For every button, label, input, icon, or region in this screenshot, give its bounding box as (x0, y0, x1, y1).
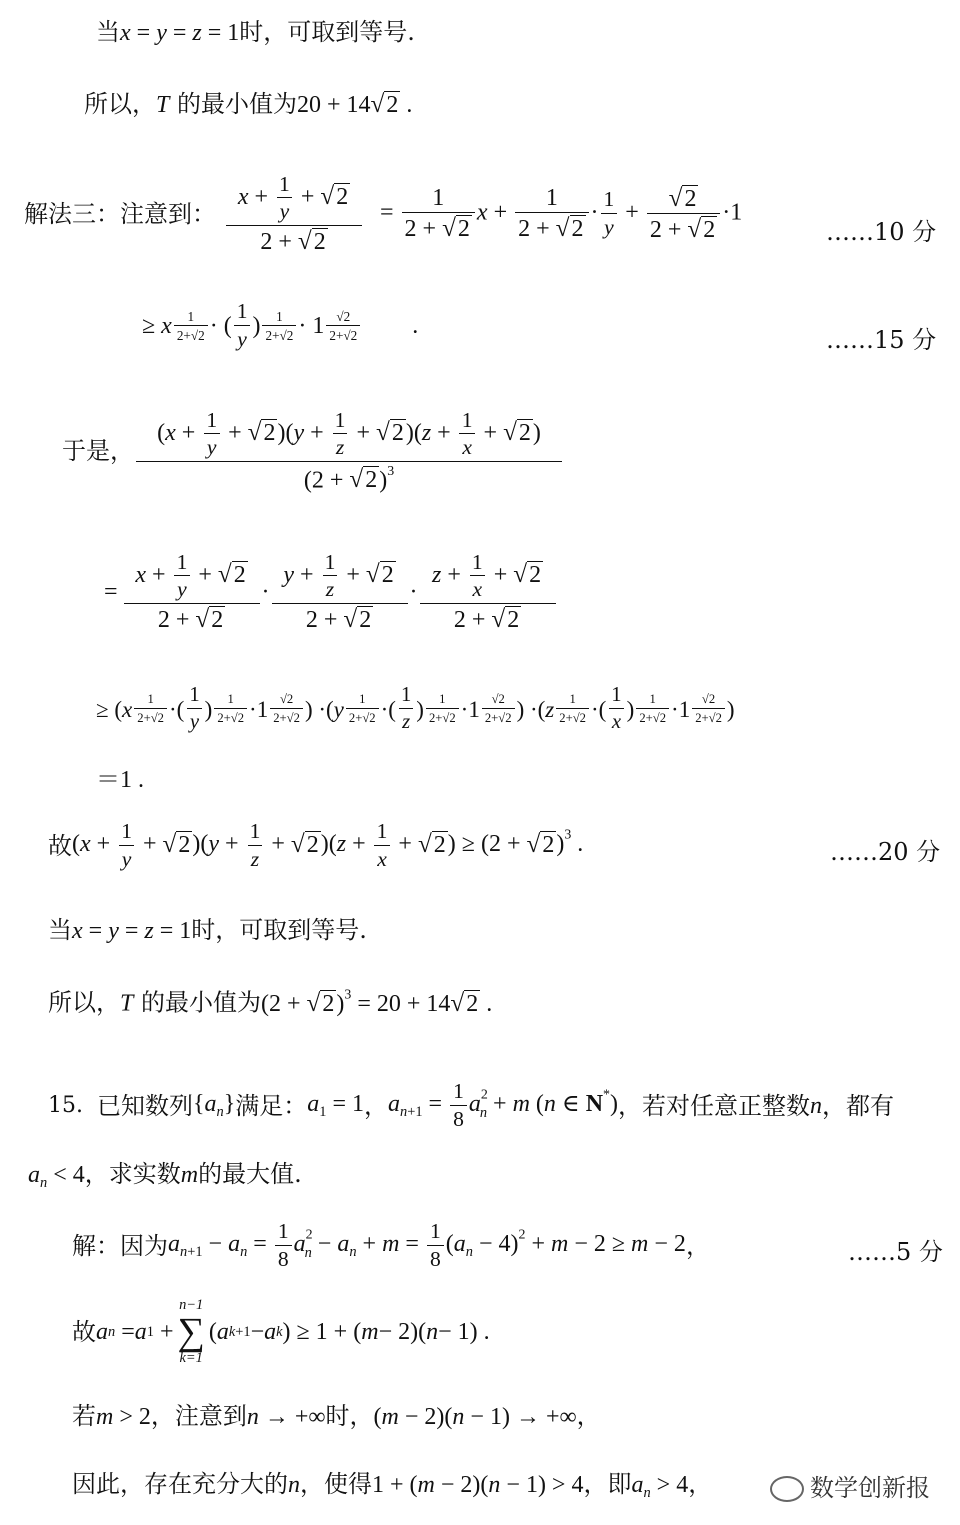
thus-fraction: 于是， (x + $\frac{1}{y}$ + √2)(y + $\frac{1}{z}$ + √2)(z + $\frac{1}{x}$ + √2) $(2 + √2)^3$ (62, 396, 564, 506)
equals-one: ＝1 . (96, 767, 144, 793)
inequality-product: ≥ ( x 1 2+√2 ·( 1 y ) 1 2+√2 ·1 √2 2+√2 ) ·( y 1 2+√2 ·( 1 z ) 1 2+√2 ·1 √2 2+√2 ) ·( z 1 2+√2 ·( 1 x ) 1 2+√2 ·1 √2 2+√2 ) (96, 684, 735, 733)
solution-15-line4: 因此，存在充分大的n，使得1 + (m − 2)(n − 1) > 4，即$a_n > 4$， (72, 1470, 713, 1502)
points-10: ……10 分 (826, 218, 937, 246)
points-20: ……20 分 (830, 838, 941, 866)
wechat-icon (770, 1476, 804, 1502)
min-value-1: 所以，T 的最小值为20 + 14√2 . (84, 90, 413, 118)
problem-15-line2: $a_n < 4$，求实数m的最大值. (28, 1160, 302, 1192)
solution-15-line3: 若m > 2，注意到n → +∞时，(m − 2)(n − 1) → +∞， (72, 1402, 601, 1430)
product-fractions: = x + $\frac{1}{y}$ + √2 2 + √2 · y + $\frac{1}{z}$ + √2 2 + √2 · z + $\frac{1}{x}$ + √2 2 + √2 (104, 540, 558, 644)
min-value-2: 所以，T 的最小值为$(2 + √2)^3 = 20 + 14√2$ . (48, 987, 493, 1017)
equality-note-2: 当x = y = z = 1时，可取到等号. (48, 916, 367, 944)
solution-15-line2: 故 a n = a 1 + n−1 ∑ k=1 ( a k+1 − a k ) ≥ 1 + ( m − 2)( n − 1) . (72, 1297, 490, 1367)
solution-15-line1: 解：因为 $a_{n+1} - a_n$ = $\frac{1}{8}$ $a^2_n - a_n + m$ = $\frac{1}{8}$ $(a_n - 4)^2 + m - 2 \ge m - 2$ ， (72, 1219, 710, 1271)
conclusion-inequality: 故 (x + $\frac{1}{y}$ + √2)(y + $\frac{1}{z}$ + √2)(z + $\frac{1}{x}$ + $√2) \ge (2 + √2)^3$ . (48, 819, 584, 871)
problem-15-line1: 15. 已知数列 $\{a_n\}$ 满足： $a_1 = 1$ ， $a_{n+1}$ = $\frac{1}{8}$ $a^2_n + m$ (n ∈ N*) ，若对任意正整数 n ，都有 (48, 1079, 894, 1131)
equality-note-1: 当x = y = z = 1时，可取到等号. (96, 18, 415, 46)
points-5: ……5 分 (848, 1238, 943, 1266)
solution-3-heading-equation: 解法三：注意到： x + $\frac{1}{y}$ + √2 2 + √2 = $\frac{1}{2 + √2}$ x + $\frac{1}{2 + √2}$ · $\frac{1}{y}$ + $\frac{√2}{2 + √2}$ ·1 (24, 171, 743, 255)
points-15: ……15 分 (826, 326, 937, 354)
inequality-amgm: ≥ x 1 2+√2 · ( 1 y ) 1 2+√2 · 1 √2 2+√2 . (142, 299, 419, 351)
watermark: 数学创新报 (770, 1468, 930, 1503)
